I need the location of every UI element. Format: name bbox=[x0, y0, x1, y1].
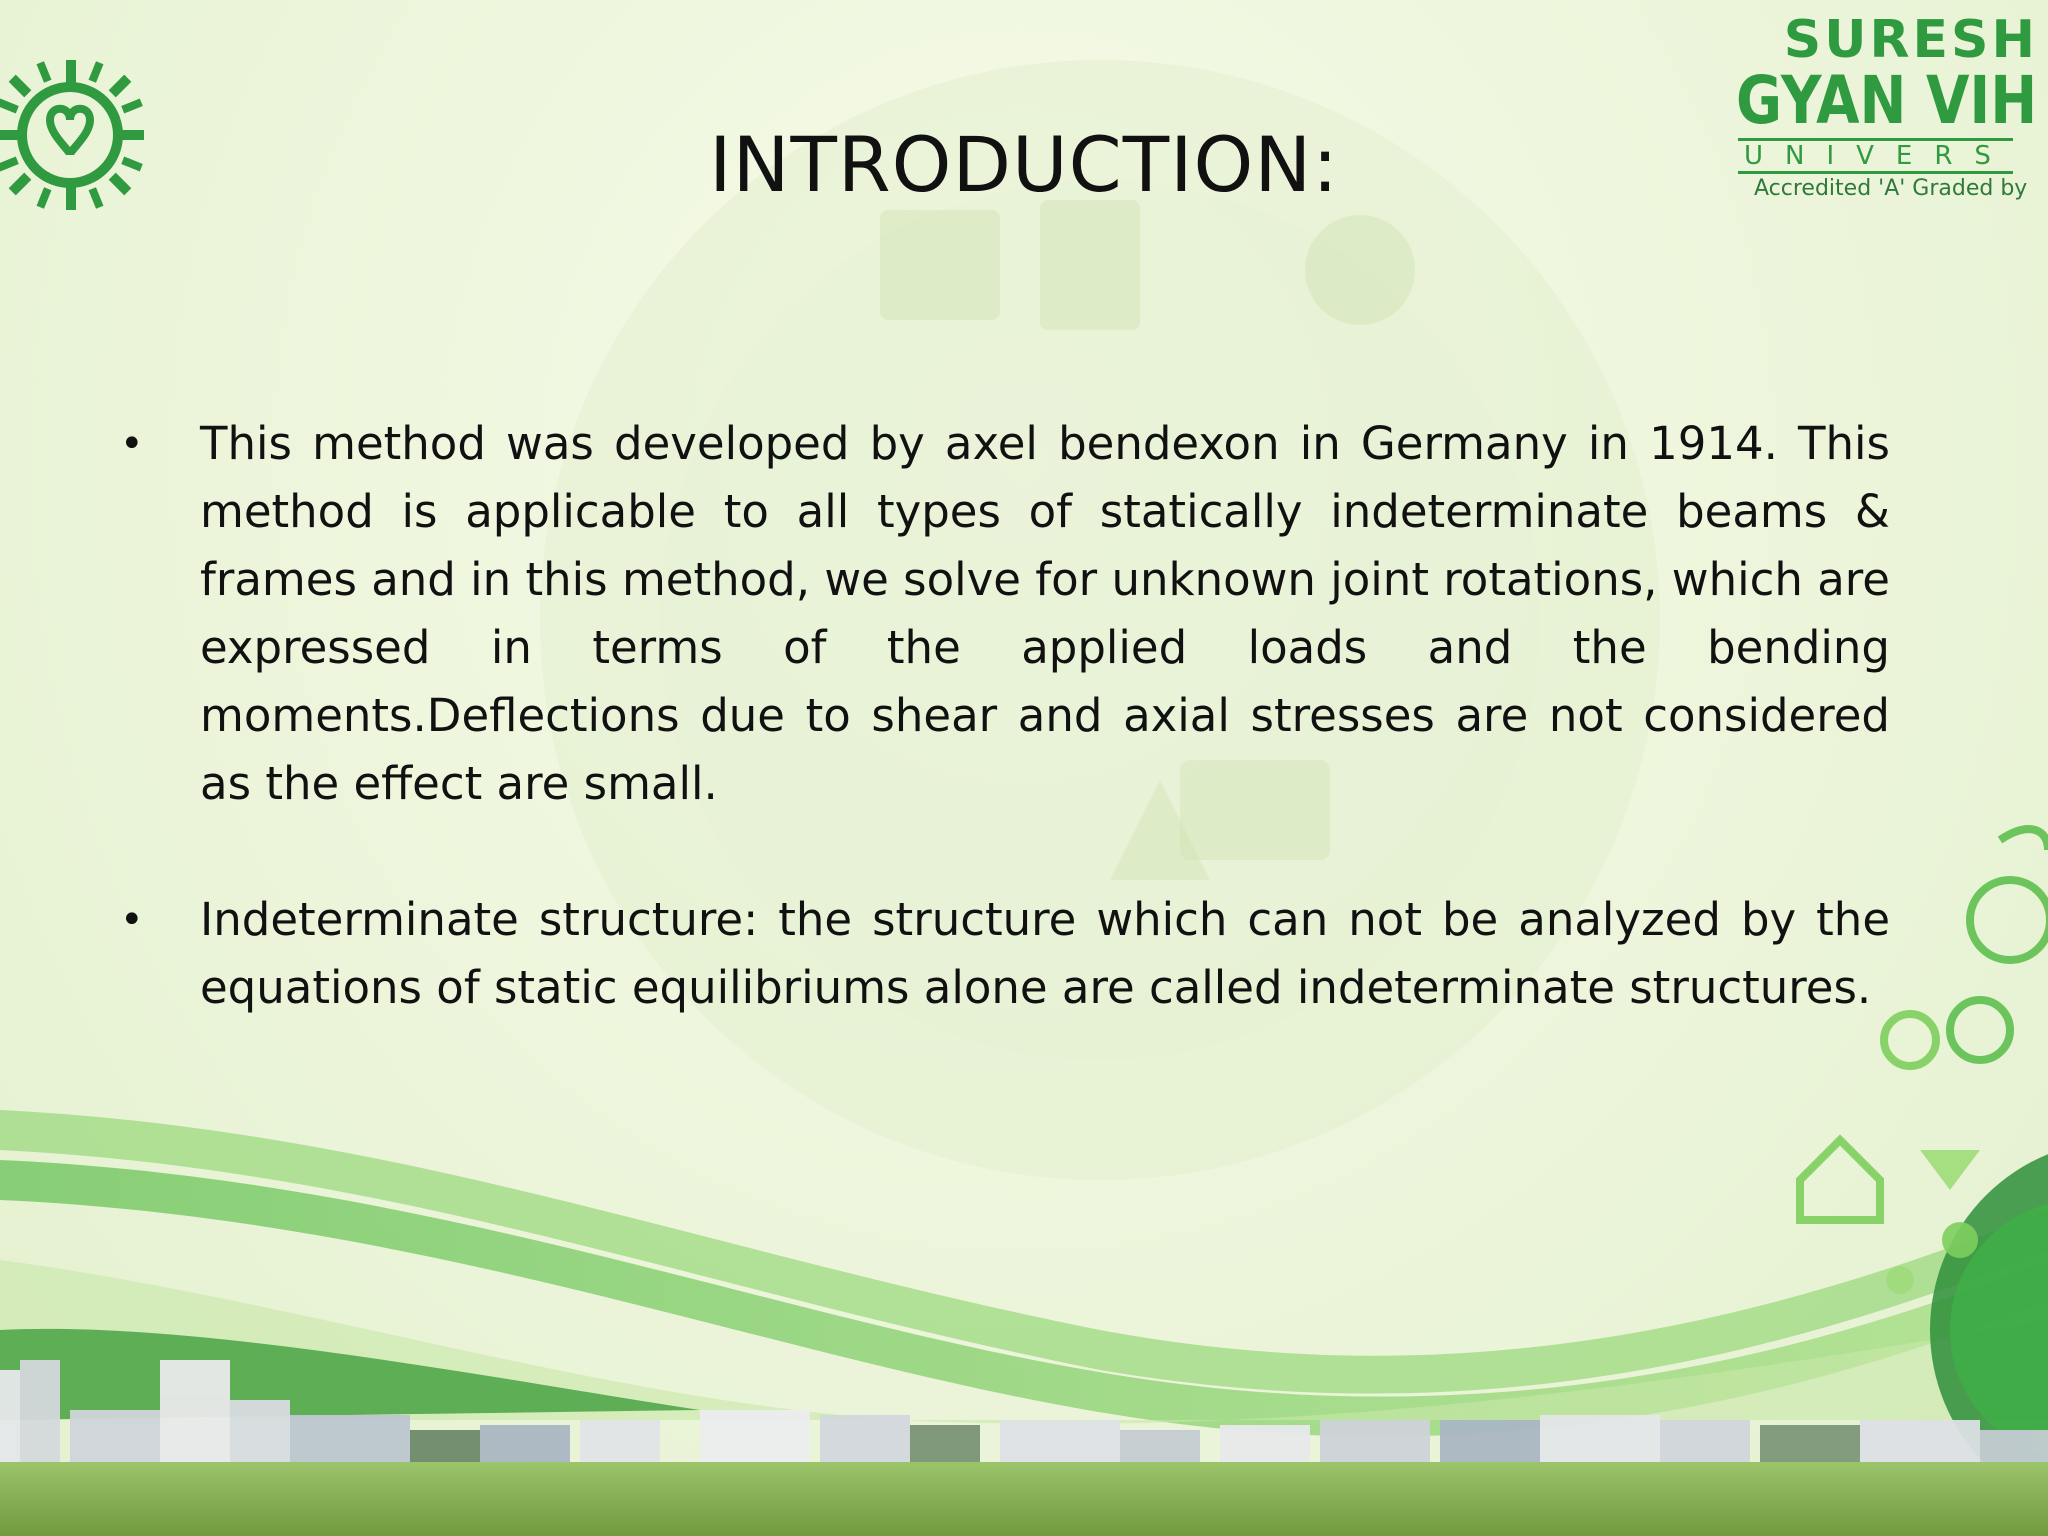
bullet-text: This method was developed by axel bendexon in Germany in 1914. This method is applicable to all types of statically indeterminate beams & frames and in this method, we solve for unknown joint rotations, which are expressed in terms of the applied loads and the bending moments.Deflections due to shear and axial stresses are not considered as the effect are small. bbox=[200, 417, 1890, 810]
bullet-marker: • bbox=[120, 421, 144, 467]
logo-line-gyan: GYAN VIH bbox=[1736, 62, 2038, 139]
bullet-item bbox=[120, 886, 1890, 1022]
slide-content bbox=[120, 410, 1890, 1090]
logo-line-accreditation: Accredited 'A' Graded by bbox=[1754, 176, 2028, 201]
bullet-item bbox=[120, 410, 1890, 818]
bullet-text: Indeterminate structure: the structure which can not be analyzed by the equations of static equilibriums alone are called indeterminate structures. bbox=[200, 893, 1890, 1014]
logo-line-suresh: SURESH bbox=[1783, 10, 2038, 70]
grass-field bbox=[0, 1462, 2048, 1536]
logo-line-university: UNIVERS bbox=[1738, 138, 2013, 174]
slide-title: INTRODUCTION: bbox=[709, 120, 1339, 209]
bullet-marker: • bbox=[120, 897, 144, 943]
